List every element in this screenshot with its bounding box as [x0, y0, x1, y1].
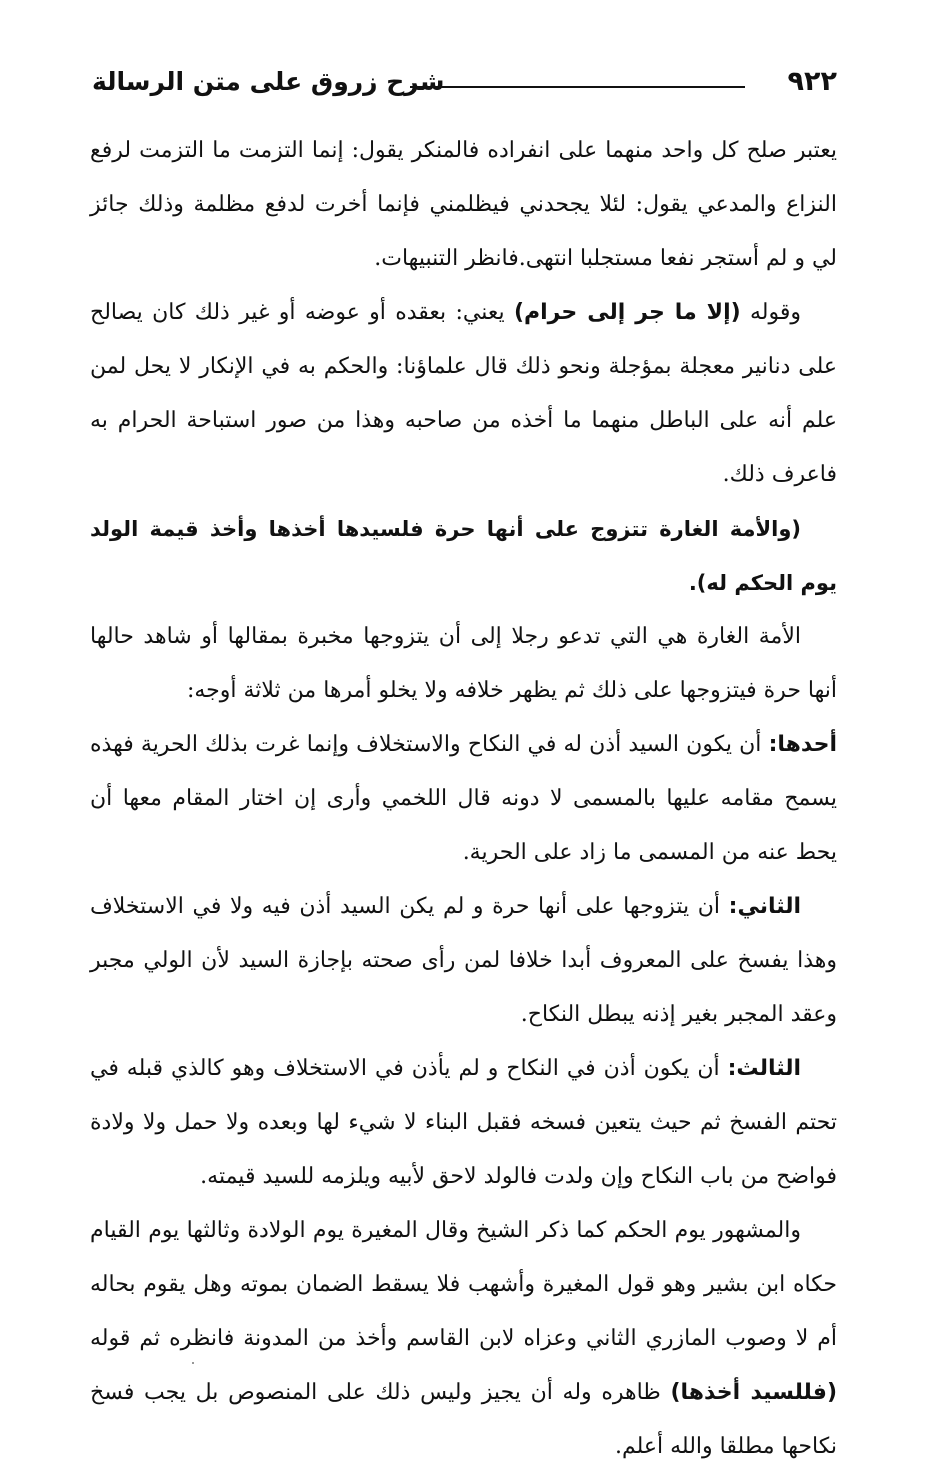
quoted-matn: (إلا ما جر إلى حرام): [513, 300, 741, 325]
paragraph-lead: وقوله: [740, 300, 802, 325]
paragraph-tail: ظاهره وله أن يجيز وليس ذلك على المنصوص بل يجب فسخ نكاحها مطلقا والله أعلم.: [90, 1380, 837, 1459]
paragraph-text: أن يكون السيد أذن له في النكاح والاستخلاف وإنما غرت بذلك الحرية فهذه يسمح مقامه عليها بالمسمى لا دونه قال اللخمي وأرى إن اختار المقام معها أن يحط عنه من المسمى ما زاد على الحرية.: [90, 732, 837, 865]
page-body: [90, 124, 837, 1474]
header-rule: [410, 86, 745, 88]
paragraph-second-case: [90, 880, 837, 1042]
matn-heading: [90, 502, 837, 610]
paragraph-8: [90, 1204, 837, 1474]
quoted-matn: (فللسيد أخذها): [670, 1380, 837, 1405]
paragraph-text: والمشهور يوم الحكم كما ذكر الشيخ وقال المغيرة يوم الولادة وثالثها يوم القيام حكاه ابن بشير وهو قول المغيرة وأشهب فلا يسقط الضمان بموته وهل يقوم بحاله أم لا وصوب المازري الثاني وعزاه لابن القاسم وأخذ من المدونة فانظره ثم قوله: [90, 1218, 837, 1351]
matn-heading-text: (والأمة الغارة تتزوج على أنها حرة فلسيدها أخذها وأخذ قيمة الولد يوم الحكم له).: [90, 517, 837, 595]
page-header: [92, 62, 837, 102]
paragraph-text: يعتبر صلح كل واحد منهما على انفراده فالمنكر يقول: إنما التزمت ما التزمت لرفع النزاع والمدعي يقول: لئلا يجحدني فيظلمني فإنما أخرت لدفع مظلمة وذلك جائز لي و لم أستجر نفعا مستجلبا انتهى.فانظر التنبيهات.: [90, 138, 837, 271]
paragraph-4: [90, 610, 837, 718]
paragraph-text: يعني: بعقده أو عوضه أو غير ذلك كان يصالح على دنانير معجلة بمؤجلة ونحو ذلك قال علماؤنا: والحكم به في الإنكار لا يحل لمن علم أنه على الباطل منهما ما أخذه من صاحبه وهذا من صور استباحة الحرام به فاعرف ذلك.: [90, 300, 837, 487]
paragraph-third-case: [90, 1042, 837, 1204]
paragraph-1: [90, 124, 837, 286]
paragraph-text: أن يتزوجها على أنها حرة و لم يكن السيد أذن فيه ولا في الاستخلاف وهذا يفسخ على المعروف أبدا خلافا لمن رأى صحته بإجازة السيد لأن الولي مجبر وعقد المجبر بغير إذنه يبطل النكاح.: [90, 894, 837, 1027]
paragraph-text: أن يكون أذن في النكاح و لم يأذن في الاستخلاف وهو كالذي قبله في تحتم الفسخ ثم حيث يتعين فسخه فقبل البناء لا شيء لها وبعده ولا حمل ولا ولادة فواضح من باب النكاح وإن ولدت فالولد لاحق لأبيه ويلزمه للسيد قيمته.: [90, 1056, 837, 1189]
case-label: الثاني:: [728, 894, 801, 919]
page-number: ٩٢٢: [787, 66, 837, 97]
paragraph-text: الأمة الغارة هي التي تدعو رجلا إلى أن يتزوجها مخبرة بمقالها أو شاهد حالها أنها حرة فيتزوجها على ذلك ثم يظهر خلافه ولا يخلو أمرها من ثلاثة أوجه:: [90, 624, 837, 703]
scan-speck: [192, 1362, 194, 1364]
case-label: الثالث:: [727, 1056, 801, 1081]
case-label: أحدها:: [768, 732, 837, 757]
paragraph-2: [90, 286, 837, 502]
running-title: شرح زروق على متن الرسالة: [92, 67, 445, 96]
paragraph-first-case: [90, 718, 837, 880]
